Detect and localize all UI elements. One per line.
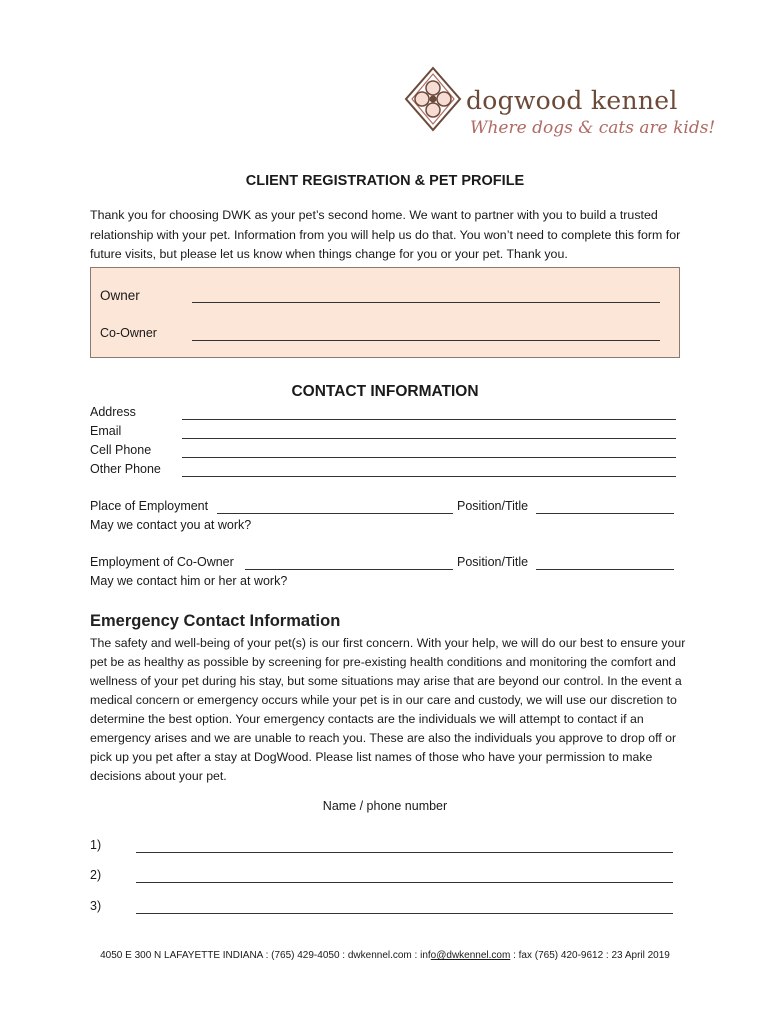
emergency-contact-field-1[interactable]: [136, 852, 673, 853]
coowner-employment-label: Employment of Co-Owner: [90, 555, 234, 569]
footer-email-link[interactable]: o@dwkennel.com: [430, 950, 511, 961]
emergency-row-number-2: 2): [90, 868, 102, 882]
address-field[interactable]: [182, 419, 676, 420]
address-label: Address: [90, 405, 136, 419]
form-title: CLIENT REGISTRATION & PET PROFILE: [245, 173, 525, 189]
coowner-position-field[interactable]: [536, 569, 674, 570]
emergency-row-number-3: 3): [90, 899, 102, 913]
brand-tagline: Where dogs & cats are kids!: [470, 118, 716, 138]
email-field[interactable]: [182, 438, 676, 439]
footer-text-start: 4050 E 300 N LAFAYETTE INDIANA : (765) 429-4050 : dwkennel.com : inf: [100, 950, 431, 961]
emergency-contact-field-2[interactable]: [136, 882, 673, 883]
cell-phone-field[interactable]: [182, 457, 676, 458]
owner-box: [90, 267, 680, 358]
emergency-heading: Emergency Contact Information: [90, 612, 341, 630]
owner-field[interactable]: [192, 302, 660, 303]
coowner-employment-field[interactable]: [245, 569, 453, 570]
position-field[interactable]: [536, 513, 674, 514]
dogwood-flower-icon: [402, 64, 464, 134]
footer-text-end: : fax (765) 420-9612 : 23 April 2019: [510, 950, 670, 961]
emergency-paragraph: The safety and well-being of your pet(s) is our first concern. With your help, we will do our best to ensure your pet be as healthy as possible by screening for pre-existing health conditions and monitoring the comfort and wellness of your pet during his stay, but some situations may arise that are beyond our control. In the event a medical concern or emergency occurs while your pet is in our care and custody, we will use our discretion to determine the best option. Your emergency contacts are the individuals we will attempt to contact if an emergency arises and we are unable to reach you. These are also the individuals you approve to drop off or pick up you pet after a stay at DogWood. Please list names of those who have your permission to make decisions about your pet.: [90, 636, 686, 783]
name-phone-column-label: Name / phone number: [322, 799, 448, 813]
employment-label: Place of Employment: [90, 499, 209, 513]
intro-paragraph: Thank you for choosing DWK as your pet’s second home. We want to partner with you to build a trusted relationship with your pet. Information from you will help us do that. You won’t need to complete this form for future visits, but please let us know when things change for you or your pet. Thank you.: [90, 208, 681, 261]
cell-phone-label: Cell Phone: [90, 443, 152, 457]
coowner-contact-at-work-question: May we contact him or her at work?: [90, 574, 288, 588]
coowner-field[interactable]: [192, 340, 660, 341]
coowner-position-label: Position/Title: [457, 555, 529, 569]
email-label: Email: [90, 424, 122, 438]
other-phone-label: Other Phone: [90, 462, 161, 476]
contact-at-work-question: May we contact you at work?: [90, 518, 252, 532]
other-phone-field[interactable]: [182, 476, 676, 477]
position-label: Position/Title: [457, 499, 529, 513]
footer: [0, 950, 770, 961]
brand-name: dogwood kennel: [466, 86, 678, 115]
contact-heading: CONTACT INFORMATION: [291, 383, 479, 400]
owner-label: Owner: [100, 288, 140, 303]
coowner-label: Co-Owner: [100, 326, 157, 340]
emergency-row-number-1: 1): [90, 838, 102, 852]
employment-field[interactable]: [217, 513, 453, 514]
emergency-contact-field-3[interactable]: [136, 913, 673, 914]
